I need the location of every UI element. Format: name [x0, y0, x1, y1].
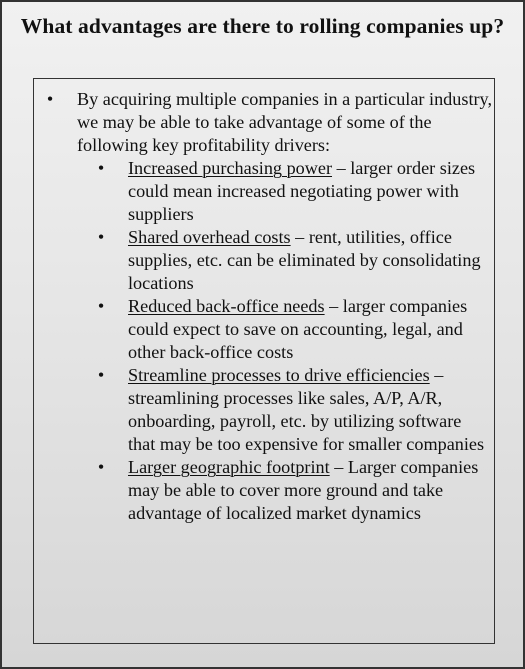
driver-term: Reduced back-office needs [128, 296, 325, 316]
driver-item-back-office [77, 295, 492, 364]
bullet-dot-icon: • [97, 296, 105, 316]
driver-list [77, 157, 492, 525]
driver-term: Shared overhead costs [128, 227, 291, 247]
driver-description: – larger companies could expect to save on accounting, legal, and other back-office costs [128, 296, 468, 362]
driver-term: Larger geographic footprint [128, 457, 330, 477]
bullet-list [44, 88, 492, 525]
intro-bullet [44, 88, 492, 525]
bullet-dot-icon: • [97, 365, 105, 385]
bullet-dot-icon: • [97, 457, 105, 477]
content-box [33, 78, 495, 644]
bullet-dot-icon: • [46, 89, 54, 109]
bullet-dot-icon: • [97, 158, 105, 178]
driver-term: Streamline processes to drive efficiencies [128, 365, 430, 385]
driver-description: – rent, utilities, office supplies, etc. can be eliminated by consolidating locations [128, 227, 481, 293]
driver-description: – Larger companies may be able to cover more ground and take advantage of localized market dynamics [128, 457, 479, 523]
driver-item-geographic-footprint [77, 456, 492, 525]
driver-description: – larger order sizes could mean increased negotiating power with suppliers [128, 158, 476, 224]
driver-item-streamline-processes [77, 364, 492, 456]
driver-description: – streamlining processes like sales, A/P, A/R, onboarding, payroll, etc. by utilizing software that may be too expensive for smaller companies [128, 365, 485, 454]
intro-text: By acquiring multiple companies in a particular industry, we may be able to take advantage of some of the following key profitability drivers: [77, 89, 493, 155]
bullet-dot-icon: • [97, 227, 105, 247]
driver-item-overhead-costs [77, 226, 492, 295]
slide-title: What advantages are there to rolling companies up? [20, 14, 505, 38]
driver-term: Increased purchasing power [128, 158, 333, 178]
driver-item-purchasing-power [77, 157, 492, 226]
